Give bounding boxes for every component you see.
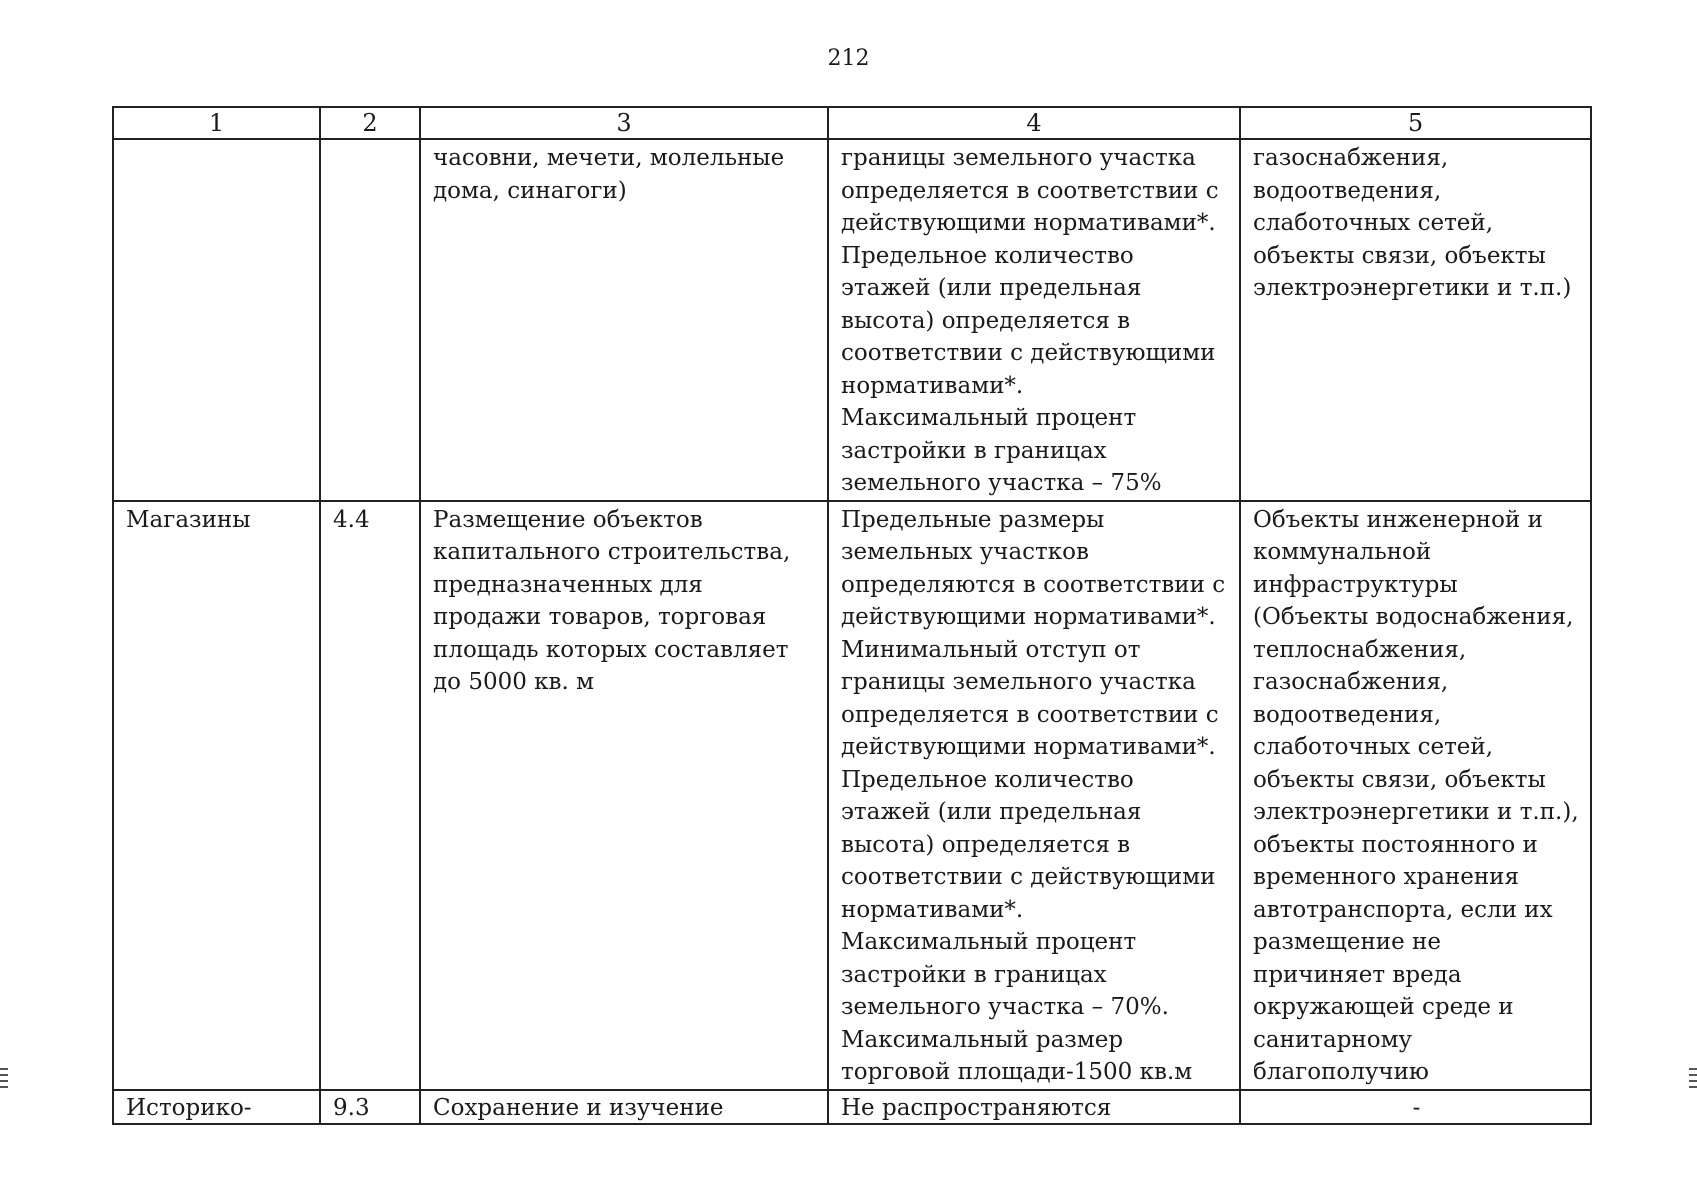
scan-margin-mark-left: [0, 1068, 8, 1092]
table-row: [113, 501, 1591, 1090]
table-row: [113, 139, 1591, 501]
code-cell: [320, 139, 420, 501]
description-cell: Сохранение и изучение: [420, 1090, 828, 1124]
table-row: [113, 1090, 1591, 1124]
use-type-cell: Магазины: [113, 501, 320, 1090]
parameters-cell: Не распространяются: [828, 1090, 1240, 1124]
header-cell-2: 2: [320, 107, 420, 139]
table-header-row: [113, 107, 1591, 139]
code-cell: 4.4: [320, 501, 420, 1090]
header-cell-1: 1: [113, 107, 320, 139]
header-cell-3: 3: [420, 107, 828, 139]
auxiliary-uses-cell: газоснабжения, водоотведения, слаботочных сетей, объекты связи, объекты электроэнергетики и т.п.): [1240, 139, 1591, 501]
parameters-cell: границы земельного участка определяется в соответствии с действующими нормативами*. Предельное количество этажей (или предельная высота) определяется в соответствии с действующими нормативами*. Максимальный процент застройки в границах земельного участка – 75%: [828, 139, 1240, 501]
description-cell: часовни, мечети, молельные дома, синагоги): [420, 139, 828, 501]
auxiliary-uses-cell: -: [1240, 1090, 1591, 1124]
use-type-cell: [113, 139, 320, 501]
scan-margin-mark-right: [1689, 1068, 1697, 1092]
page-number: 212: [827, 46, 870, 71]
description-cell: Размещение объектов капитального строительства, предназначенных для продажи товаров, торговая площадь которых составляет до 5000 кв. м: [420, 501, 828, 1090]
header-cell-4: 4: [828, 107, 1240, 139]
auxiliary-uses-cell: Объекты инженерной и коммунальной инфраструктуры (Объекты водоснабжения, теплоснабжения, газоснабжения, водоотведения, слаботочных сетей, объекты связи, объекты электроэнергетики и т.п.), объекты постоянного и временного хранения автотранспорта, если их размещение не причиняет вреда окружающей среде и санитарному благополучию: [1240, 501, 1591, 1090]
header-cell-5: 5: [1240, 107, 1591, 139]
code-cell: 9.3: [320, 1090, 420, 1124]
regulations-table: [112, 106, 1592, 1125]
use-type-cell: Историко-: [113, 1090, 320, 1124]
parameters-cell: Предельные размеры земельных участков определяются в соответствии с действующими нормативами*. Минимальный отступ от границы земельного участка определяется в соответствии с действующими нормативами*. Предельное количество этажей (или предельная высота) определяется в соответствии с действующими нормативами*. Максимальный процент застройки в границах земельного участка – 70%. Максимальный размер торговой площади-1500 кв.м: [828, 501, 1240, 1090]
